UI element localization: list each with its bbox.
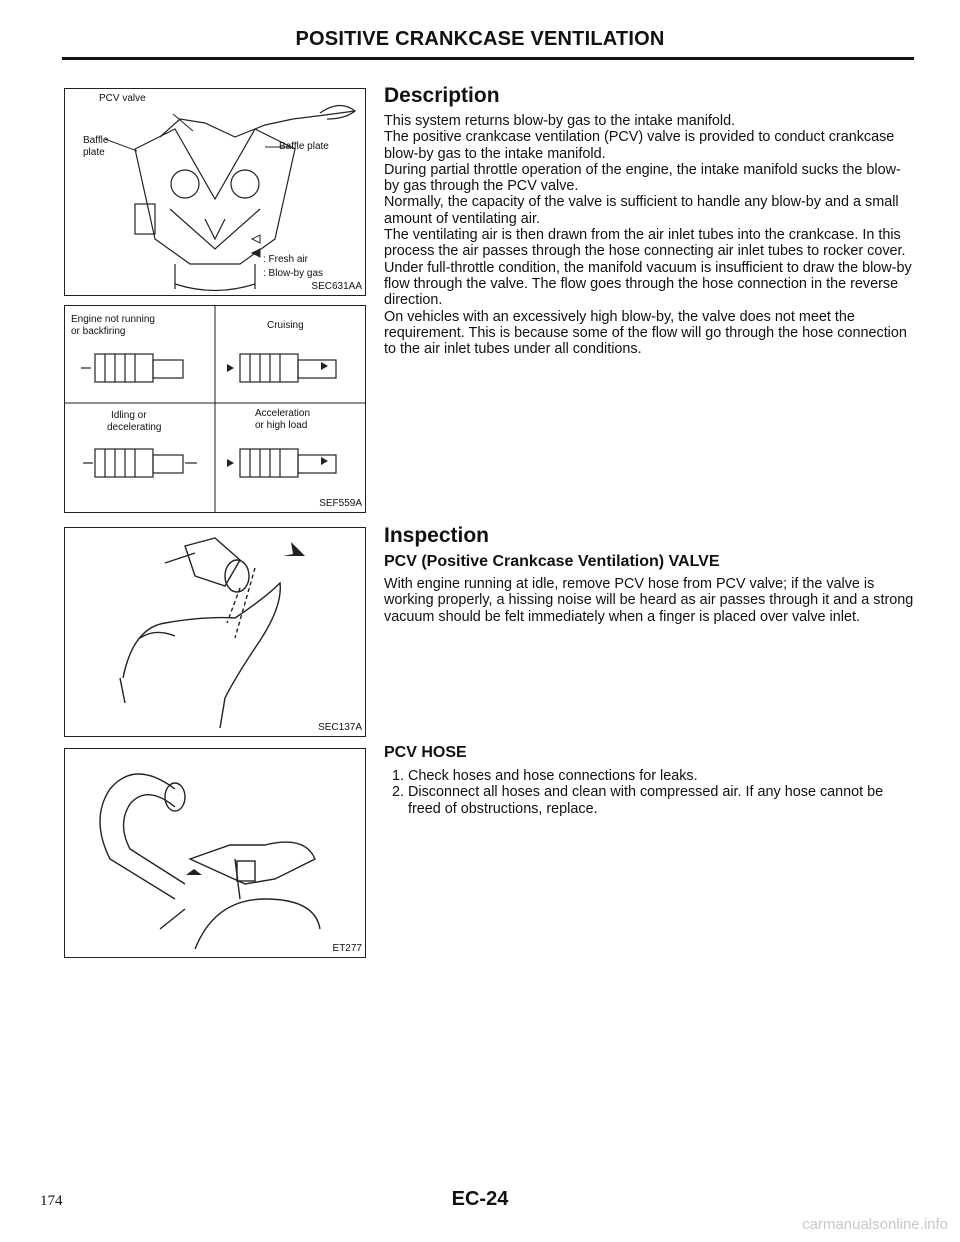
figure-code: SEC631AA xyxy=(311,281,362,292)
description-paragraph: This system returns blow-by gas to the intake manifold. xyxy=(384,113,736,129)
figure-code: ET277 xyxy=(332,943,362,954)
description-paragraph: The positive crankcase ventilation (PCV) valve is provided to conduct crankcase blow-by gas to the intake manifold. xyxy=(384,129,895,162)
pcv-hose-section xyxy=(384,744,914,817)
description-paragraph: The ventilating air is then drawn from the air inlet tubes into the crankcase. In this process the air passes through the hose connecting air inlet tubes to rocker cover. xyxy=(384,227,906,260)
figure-hose-cleaning xyxy=(64,748,366,958)
figure-code: SEC137A xyxy=(318,722,362,733)
pcv-valve-text: With engine running at idle, remove PCV hose from PCV valve; if the valve is working properly, a hissing noise will be heard as air passes through it and a strong vacuum should be felt immediately when a finger is placed over valve inlet. xyxy=(384,576,914,625)
pcv-valve-heading: PCV (Positive Crankcase Ventilation) VALVE xyxy=(384,553,720,570)
description-paragraph: On vehicles with an excessively high blow-by, the valve does not meet the requirement. This is because some of the flow will go through the hose connection to the air inlet tubes under all conditions. xyxy=(384,308,907,358)
description-body xyxy=(384,113,914,357)
label-idling-or: Idling or xyxy=(111,410,147,421)
figure-valve-inspection xyxy=(64,527,366,737)
label-baffle-left-2: plate xyxy=(83,147,105,158)
inspection-heading: Inspection xyxy=(384,524,490,547)
engine-diagram xyxy=(65,89,365,295)
page-code: EC-24 xyxy=(451,1188,509,1210)
step-item: 1. Check hoses and hose connections for leaks. xyxy=(408,768,914,784)
label-or-backfiring: or backfiring xyxy=(71,326,126,337)
finger-valve-drawing xyxy=(65,528,365,736)
page-title: POSITIVE CRANKCASE VENTILATION xyxy=(295,28,665,50)
label-high-load: or high load xyxy=(255,420,308,431)
pcv-hose-heading: PCV HOSE xyxy=(384,744,467,761)
label-pcv-valve: PCV valve xyxy=(99,93,146,104)
inspection-section xyxy=(384,524,914,625)
watermark: carmanualsonline.info xyxy=(802,1216,948,1233)
figure-pcv-layout xyxy=(64,88,366,296)
legend-fresh-air: : Fresh air xyxy=(263,254,309,265)
label-acceleration: Acceleration xyxy=(255,408,311,419)
label-decelerating: decelerating xyxy=(107,422,162,433)
label-baffle-right: Baffle plate xyxy=(279,141,329,152)
description-heading: Description xyxy=(384,84,500,107)
pcv-hose-steps xyxy=(384,768,914,817)
hose-air-gun-drawing xyxy=(65,749,365,957)
legend-blowby-gas: : Blow-by gas xyxy=(263,268,324,279)
description-paragraph: Normally, the capacity of the valve is sufficient to handle any blow-by and a small amount of ventilating air. xyxy=(384,194,899,227)
step-item: 2. Disconnect all hoses and clean with compressed air. If any hose cannot be freed of obstructions, replace. xyxy=(408,784,914,817)
description-paragraph: During partial throttle operation of the engine, the intake manifold sucks the blow-by gas through the PCV valve. xyxy=(384,161,901,195)
description-section xyxy=(384,84,914,357)
label-baffle-left-1: Baffle xyxy=(83,135,109,146)
description-paragraph: Under full-throttle condition, the manifold vacuum is insufficient to draw the blow-by flow through the valve. The flow goes through the hose connection in the reverse direction. xyxy=(384,259,912,309)
label-engine-not-running: Engine not running xyxy=(71,314,155,325)
figure-code: SEF559A xyxy=(319,498,362,509)
figure-valve-states xyxy=(64,305,366,513)
title-rule xyxy=(62,57,914,60)
label-cruising: Cruising xyxy=(267,320,304,331)
page-number: 174 xyxy=(40,1193,63,1209)
